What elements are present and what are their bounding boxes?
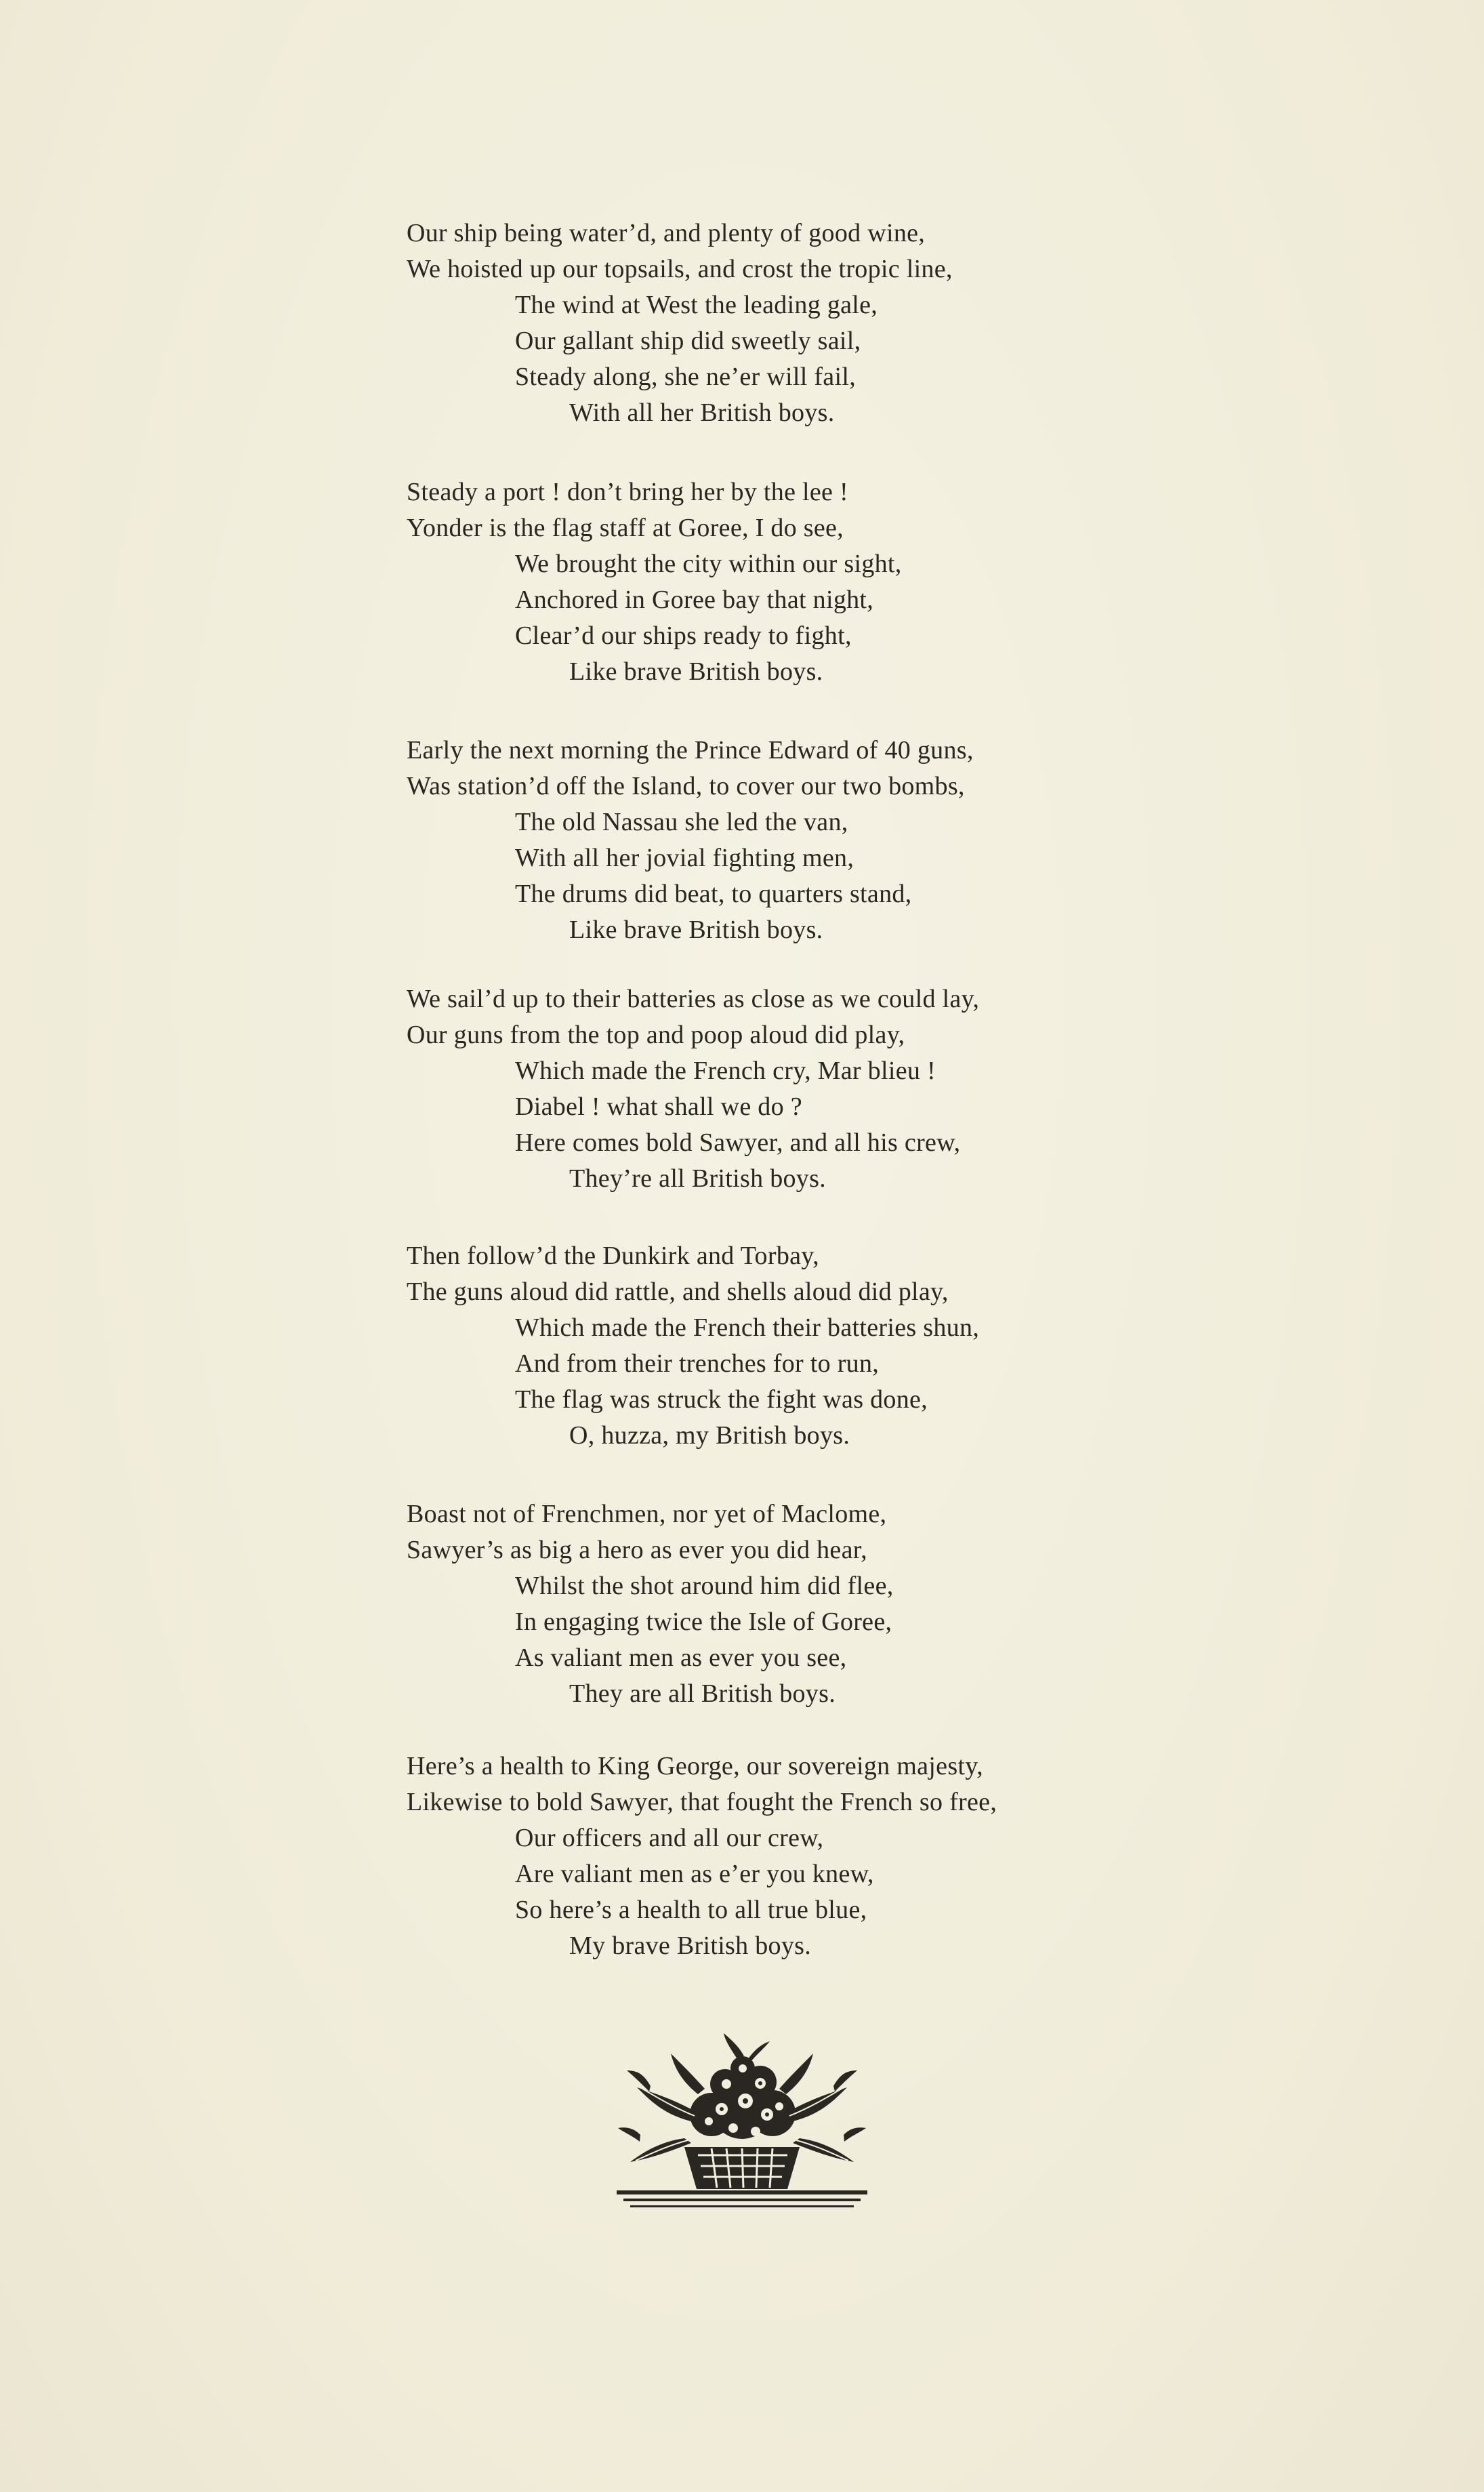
poem-line: So here’s a health to all true blue, bbox=[515, 1896, 867, 1924]
poem-line: With all her British boys. bbox=[569, 399, 835, 427]
poem-line: Which made the French their batteries shun, bbox=[515, 1313, 980, 1342]
poem-line: They’re all British boys. bbox=[569, 1164, 826, 1193]
poem-line: The wind at West the leading gale, bbox=[515, 291, 878, 319]
poem-line: We hoisted up our topsails, and crost the tropic line, bbox=[407, 255, 953, 283]
poem-line: Our gallant ship did sweetly sail, bbox=[515, 327, 861, 355]
poem-line: Steady along, she ne’er will fail, bbox=[515, 363, 856, 391]
poem-line: They are all British boys. bbox=[569, 1679, 836, 1708]
poem-line: We sail’d up to their batteries as close as we could lay, bbox=[407, 985, 980, 1013]
poem-line: Anchored in Goree bay that night, bbox=[515, 586, 874, 614]
poem-line: In engaging twice the Isle of Goree, bbox=[515, 1608, 892, 1636]
poem-line: Our officers and all our crew, bbox=[515, 1824, 824, 1852]
poem-line: Clear’d our ships ready to fight, bbox=[515, 621, 852, 650]
poem-line: Early the next morning the Prince Edward of 40 guns, bbox=[407, 736, 974, 764]
poem-line: Yonder is the flag staff at Goree, I do see, bbox=[407, 514, 844, 542]
poem-line: Whilst the shot around him did flee, bbox=[515, 1572, 894, 1600]
poem-line: Our guns from the top and poop aloud did play, bbox=[407, 1021, 905, 1049]
poem-line: My brave British boys. bbox=[569, 1932, 812, 1960]
poem-line: Here’s a health to King George, our sovereign majesty, bbox=[407, 1752, 983, 1780]
poem-line: Our ship being water’d, and plenty of good wine, bbox=[407, 219, 926, 247]
poem-line: Which made the French cry, Mar blieu ! bbox=[515, 1057, 936, 1085]
poem-line: Boast not of Frenchmen, nor yet of Maclome, bbox=[407, 1500, 887, 1528]
poem-line: With all her jovial fighting men, bbox=[515, 844, 854, 872]
poem-line: Like brave British boys. bbox=[569, 657, 823, 686]
poem-line: Was station’d off the Island, to cover our two bombs, bbox=[407, 772, 965, 800]
poem-line: Diabel ! what shall we do ? bbox=[515, 1092, 802, 1121]
poem-line: Sawyer’s as big a hero as ever you did hear, bbox=[407, 1536, 867, 1564]
poem-line: The drums did beat, to quarters stand, bbox=[515, 880, 912, 908]
poem-line: Here comes bold Sawyer, and all his crew, bbox=[515, 1128, 961, 1157]
poem-line: We brought the city within our sight, bbox=[515, 550, 902, 578]
flower-basket-icon bbox=[610, 2033, 874, 2216]
poem-line: O, huzza, my British boys. bbox=[569, 1421, 850, 1450]
poem-line: Steady a port ! don’t bring her by the lee ! bbox=[407, 478, 848, 506]
poem-line: The guns aloud did rattle, and shells aloud did play, bbox=[407, 1278, 949, 1306]
poem-line: Are valiant men as e’er you knew, bbox=[515, 1860, 874, 1888]
poem-line: Then follow’d the Dunkirk and Torbay, bbox=[407, 1242, 819, 1270]
poem-line: And from their trenches for to run, bbox=[515, 1349, 880, 1378]
poem-line: Like brave British boys. bbox=[569, 916, 823, 944]
poem-line: The flag was struck the fight was done, bbox=[515, 1385, 928, 1414]
poem-line: As valiant men as ever you see, bbox=[515, 1643, 847, 1672]
poem-line: The old Nassau she led the van, bbox=[515, 808, 848, 836]
poem-line: Likewise to bold Sawyer, that fought the French so free, bbox=[407, 1788, 997, 1816]
